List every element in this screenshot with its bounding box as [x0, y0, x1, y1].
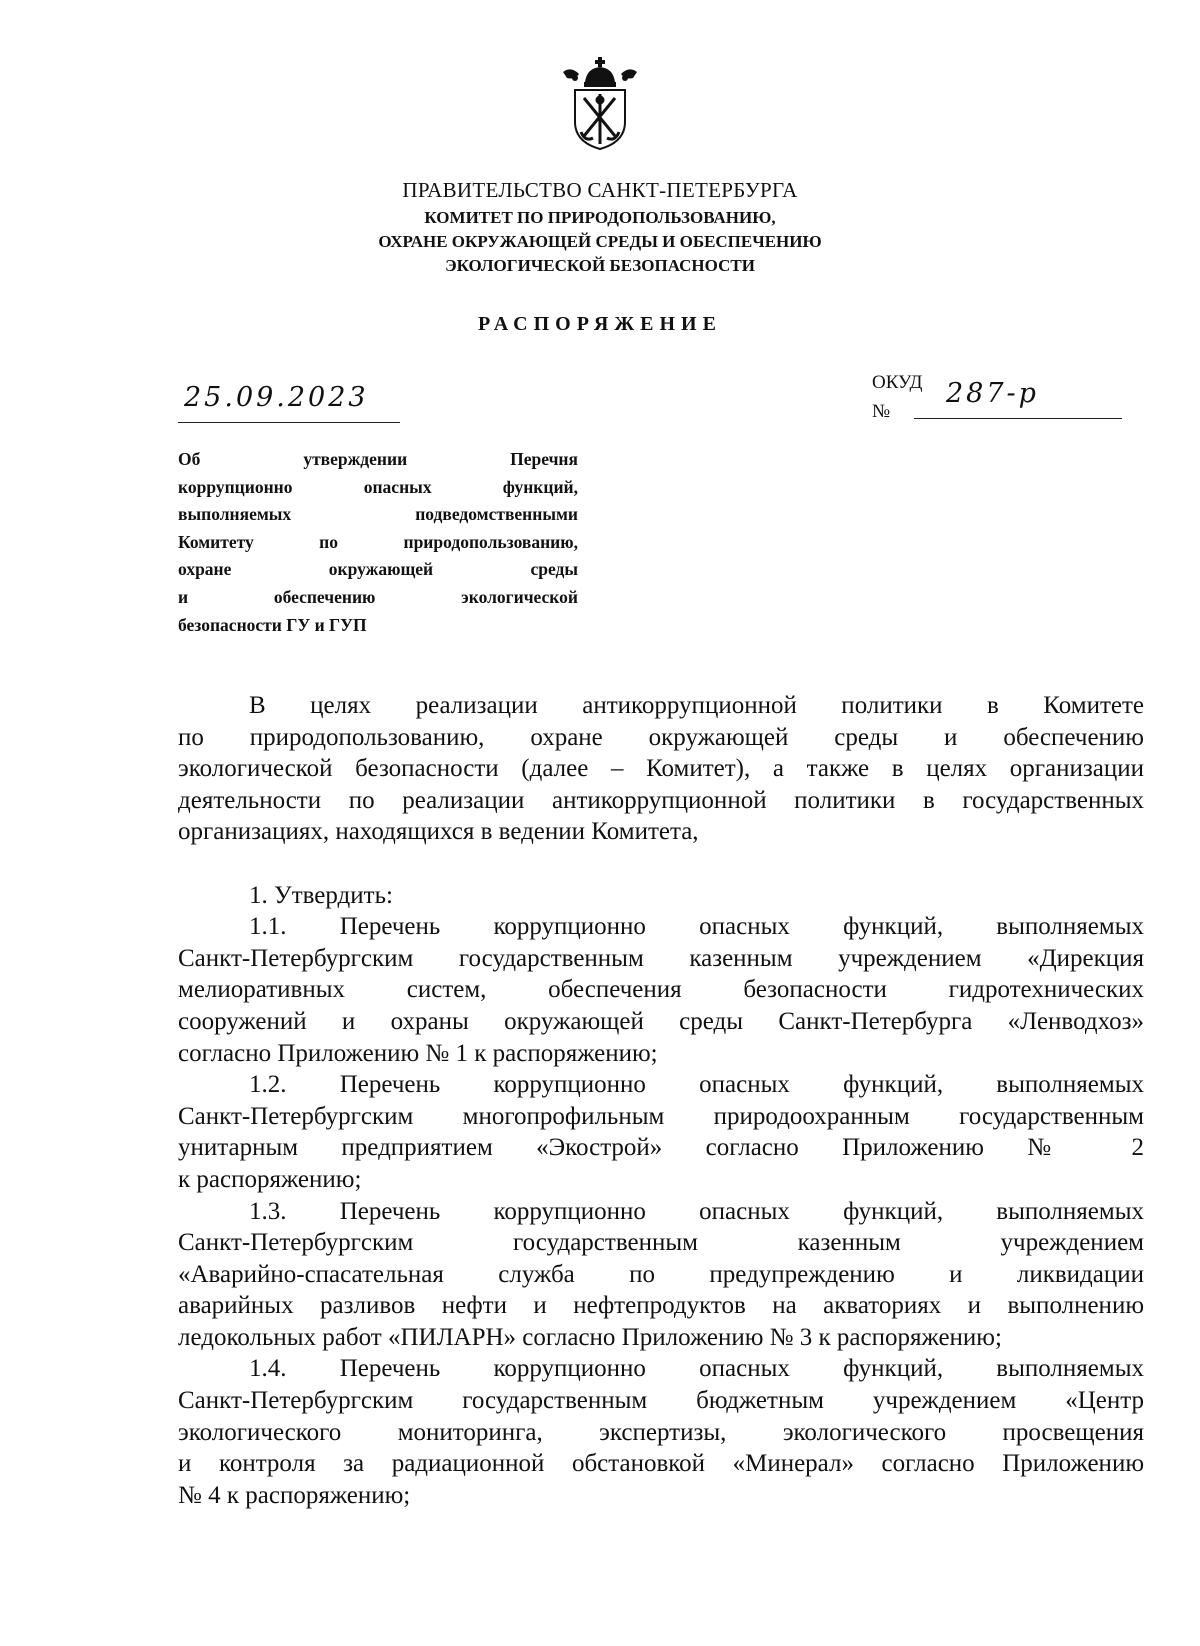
body-line: 1.3. Перечень коррупционно опасных функций, выполняемых [249, 1197, 1144, 1225]
government-title: ПРАВИТЕЛЬСТВО САНКТ-ПЕТЕРБУРГА [402, 178, 798, 202]
subitem-1-2 [178, 1069, 1144, 1195]
preamble-paragraph [178, 690, 1144, 848]
body-line: организациях, находящихся в ведении Комитета, [178, 818, 699, 846]
body-line: согласно Приложению № 1 к распоряжению; [178, 1039, 658, 1067]
committee-name-line-3: ЭКОЛОГИЧЕСКОЙ БЕЗОПАСНОСТИ [445, 256, 755, 275]
body-line: 1.4. Перечень коррупционно опасных функций, выполняемых [249, 1355, 1144, 1383]
subitem-1-1 [178, 911, 1144, 1069]
body-line: № 4 к распоряжению; [178, 1481, 411, 1509]
committee-name-line-2: ОХРАНЕ ОКРУЖАЮЩЕЙ СРЕДЫ И ОБЕСПЕЧЕНИЮ [378, 232, 822, 251]
subitem-1-3 [178, 1196, 1144, 1354]
subject-line: коррупционно опасных функций, [178, 476, 578, 497]
body-line: В целях реализации антикоррупционной политики в Комитете [249, 692, 1144, 719]
subject-line: Комитету по природопользованию, [178, 531, 578, 552]
body-line: сооружений и охраны окружающей среды Санкт-Петербурга «Ленводхоз» [178, 1007, 1144, 1035]
body-line: Санкт-Петербургским многопрофильным природоохранным государственным [178, 1102, 1144, 1130]
date-field [178, 382, 400, 423]
body-line: унитарным предприятием «Экострой» согласно Приложению № 2 [178, 1134, 1144, 1162]
body-line: экологической безопасности (далее – Комитет), а также в целях организации [178, 755, 1144, 783]
body-line: и контроля за радиационной обстановкой «Минерал» согласно Приложению [178, 1450, 1144, 1478]
subitem-1-4 [178, 1353, 1144, 1511]
body-line: «Аварийно-спасательная служба по предупреждению и ликвидации [178, 1260, 1144, 1288]
body-line: 1.2. Перечень коррупционно опасных функций, выполняемых [249, 1071, 1144, 1099]
body-line: Санкт-Петербургским государственным казенным учреждением «Дирекция [178, 944, 1144, 972]
crown-icon [584, 57, 616, 87]
okud-label: ОКУД [872, 372, 923, 393]
body-line: 1.1. Перечень коррупционно опасных функций, выполняемых [249, 913, 1144, 941]
item-1-heading: 1. Утвердить: [249, 881, 393, 909]
subject-line: охране окружающей среды [178, 559, 578, 580]
body-line: к распоряжению; [178, 1165, 362, 1193]
body-line: по природопользованию, охране окружающей среды и обеспечению [178, 723, 1144, 751]
body-line: Санкт-Петербургским государственным бюджетным учреждением «Центр [178, 1387, 1144, 1415]
document-type: РАСПОРЯЖЕНИЕ [478, 313, 722, 335]
body-line: Санкт-Петербургским государственным казенным учреждением [178, 1229, 1144, 1257]
document-body [178, 690, 1144, 1511]
number-sign: № [872, 401, 891, 422]
body-line: экологического мониторинга, экспертизы, экологического просвещения [178, 1418, 1144, 1446]
document-subject [178, 446, 578, 639]
number-field [914, 378, 1122, 419]
document-number: 287-р [946, 378, 1039, 409]
body-line: ледокольных работ «ПИЛАРН» согласно Приложению № 3 к распоряжению; [178, 1323, 1002, 1351]
subject-line: и обеспечению экологической [178, 586, 578, 607]
subject-line: выполняемых подведомственными [178, 504, 578, 525]
body-line: аварийных разливов нефти и нефтепродуктов на акваториях и выполнению [178, 1292, 1144, 1320]
document-date: 25.09.2023 [184, 382, 369, 413]
coat-of-arms-emblem [557, 56, 643, 152]
anchors-icon [581, 94, 619, 144]
body-line: мелиоративных систем, обеспечения безопасности гидротехнических [178, 976, 1144, 1004]
subject-line: Об утверждении Перечня [178, 449, 578, 469]
subject-line: безопасности ГУ и ГУП [178, 614, 367, 635]
body-line: деятельности по реализации антикоррупционной политики в государственных [178, 786, 1144, 814]
committee-name-line-1: КОМИТЕТ ПО ПРИРОДОПОЛЬЗОВАНИЮ, [424, 208, 776, 227]
